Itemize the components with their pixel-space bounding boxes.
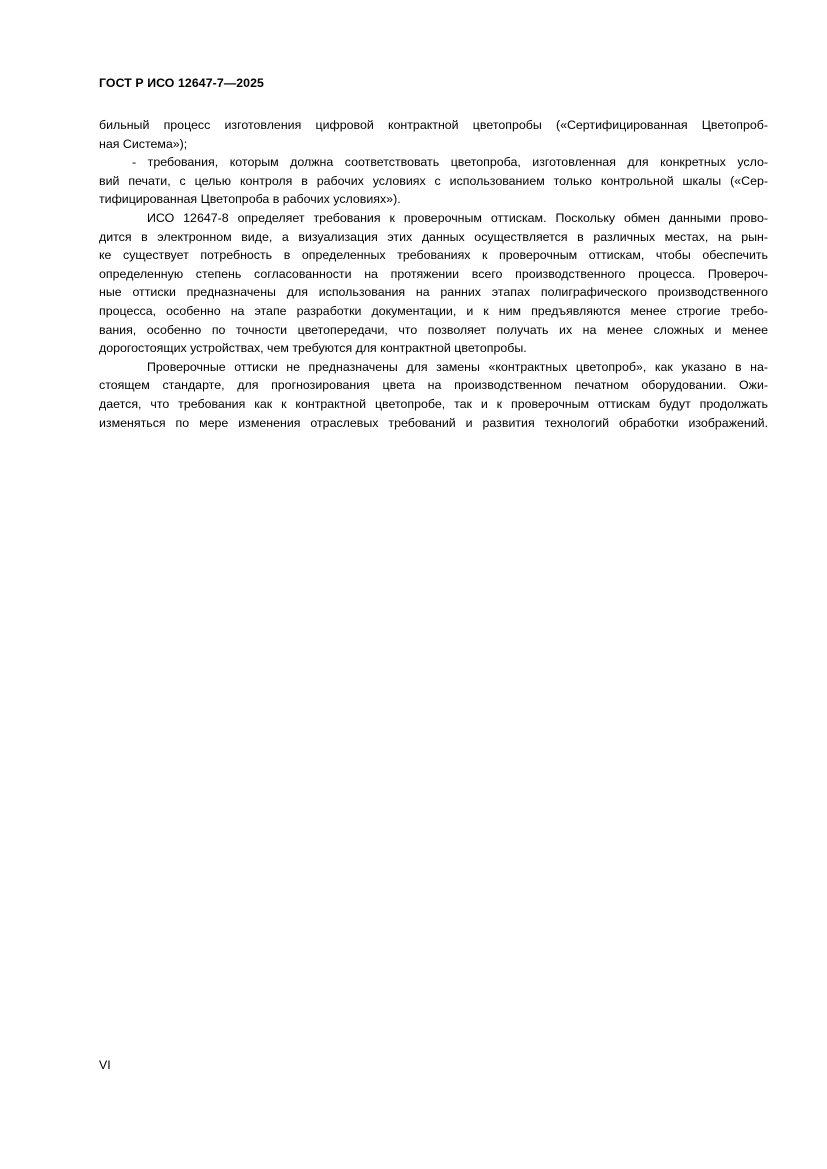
text-line: дится в электронном виде, а визуализация этих данных осуществляется в различных местах, на рын-	[99, 229, 768, 244]
text-line: изменяться по мере изменения отраслевых требований и развития технологий обработки изображений.	[99, 415, 768, 430]
page-number: VI	[99, 1058, 111, 1072]
document-code-header: ГОСТ Р ИСО 12647-7—2025	[99, 76, 264, 90]
text-line: определенную степень согласованности на протяжении всего производственного процесса. Провероч-	[99, 266, 768, 281]
text-line: процесса, особенно на этапе разработки документации, и к ним предъявляются менее строгие требо-	[99, 303, 768, 318]
list-item-line: - требования, которым должна соответствовать цветопроба, изготовленная для конкретных усло-	[132, 155, 768, 170]
text-line: дается, что требования как к контрактной цветопробе, так и к проверочным оттискам будут продолжать	[99, 396, 768, 411]
body-text	[99, 116, 768, 432]
paragraph-start-line: ИСО 12647-8 определяет требования к проверочным оттискам. Поскольку обмен данными прово-	[147, 210, 768, 225]
text-line: вий печати, с целью контроля в рабочих условиях с использованием только контрольной шкалы («Сер-	[99, 173, 768, 188]
text-line: ная Система»);	[99, 136, 188, 151]
text-line: вания, особенно по точности цветопередачи, что позволяет получать их на менее сложных и менее	[99, 322, 768, 337]
text-line: ке существует потребность в определенных требованиях к проверочным оттискам, чтобы обеспечить	[99, 248, 768, 263]
text-line: тифицированная Цветопроба в рабочих условиях»).	[99, 192, 401, 207]
text-line: стоящем стандарте, для прогнозирования цвета на производственном печатном оборудовании. Ожи-	[99, 378, 768, 393]
text-line: ные оттиски предназначены для использования на ранних этапах полиграфического производственного	[99, 285, 768, 300]
paragraph-start-line: Проверочные оттиски не предназначены для замены «контрактных цветопроб», как указано в на-	[147, 359, 768, 374]
text-line: бильный процесс изготовления цифровой контрактной цветопробы («Сертифицированная Цветопроб-	[99, 118, 768, 132]
text-line: дорогостоящих устройствах, чем требуются для контрактной цветопробы.	[99, 341, 527, 356]
